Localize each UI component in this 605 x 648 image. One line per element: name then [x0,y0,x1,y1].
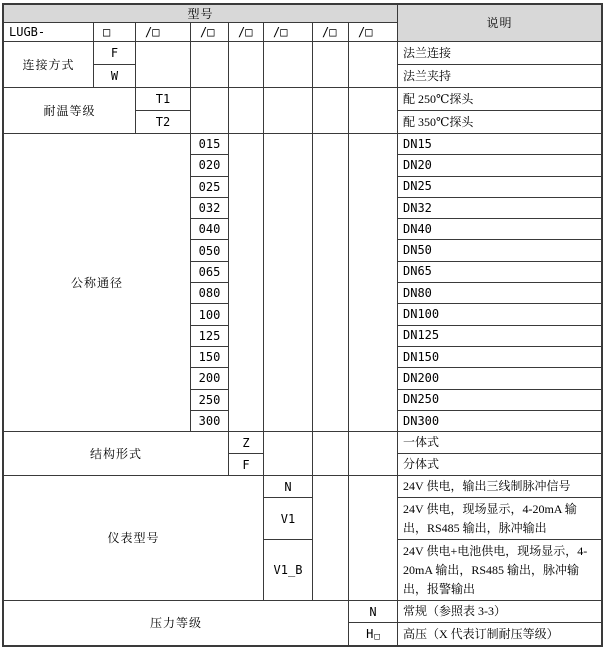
desc-temperature-t2: 配 350℃探头 [398,111,601,134]
code-instrument-v1: V1 [264,498,313,540]
desc-dn125: DN125 [398,326,601,347]
model-placeholder-5: /□ [264,23,313,42]
empty-cell [313,88,349,134]
desc-pressure-n: 常规（参照表 3-3） [398,601,601,623]
empty-cell [349,432,398,476]
empty-cell [313,476,349,601]
code-dn20: 020 [191,155,229,176]
desc-dn80: DN80 [398,283,601,304]
code-structure-z: Z [229,432,264,454]
model-placeholder-2: /□ [136,23,191,42]
pressure-h-code: H [366,627,374,642]
code-connection-w: W [94,65,136,88]
code-pressure-h [349,623,398,645]
code-dn125: 125 [191,326,229,347]
desc-dn25: DN25 [398,177,601,198]
code-dn65: 065 [191,262,229,283]
code-dn32: 032 [191,198,229,219]
code-dn150: 150 [191,347,229,368]
empty-cell [191,88,229,134]
band-label-connection: 连接方式 [4,42,94,88]
desc-pressure-h: 高压（X 代表订制耐压等级） [403,626,559,641]
desc-instrument-v1: 24V 供电，现场显示，4-20mA 输出，RS485 输出，脉冲输出 [398,498,601,540]
model-placeholder-6: /□ [313,23,349,42]
desc-dn20: DN20 [398,155,601,176]
empty-cell [349,42,398,88]
desc-dn50: DN50 [398,240,601,261]
band-label-instrument: 仪表型号 [4,476,264,601]
code-dn300: 300 [191,411,229,432]
empty-cell [313,134,349,432]
desc-dn300: DN300 [398,411,601,432]
model-placeholder-7: /□ [349,23,398,42]
code-structure-f: F [229,454,264,476]
band-label-structure: 结构形式 [4,432,229,476]
empty-cell [229,134,264,432]
empty-cell [229,88,264,134]
code-dn250: 250 [191,390,229,411]
empty-cell [349,88,398,134]
desc-dn65: DN65 [398,262,601,283]
empty-cell [229,42,264,88]
model-prefix: LUGB- [4,23,94,42]
desc-dn40: DN40 [398,219,601,240]
empty-cell [136,42,191,88]
code-dn40: 040 [191,219,229,240]
empty-cell [264,42,313,88]
code-pressure-n: N [349,601,398,623]
empty-cell [313,42,349,88]
model-selection-table [2,3,603,647]
band-label-diameter: 公称通径 [4,134,191,432]
header-desc-column: 说明 [398,5,601,42]
code-dn80: 080 [191,283,229,304]
pressure-h-placeholder-box: □ [374,632,380,643]
code-temperature-t1: T1 [136,88,191,111]
code-instrument-v1b: V1_B [264,540,313,601]
band-label-temperature: 耐温等级 [4,88,136,134]
model-placeholder-3: /□ [191,23,229,42]
code-instrument-n: N [264,476,313,498]
desc-instrument-n: 24V 供电，输出三线制脉冲信号 [398,476,601,498]
code-dn25: 025 [191,177,229,198]
desc-dn250: DN250 [398,390,601,411]
empty-cell [264,88,313,134]
band-label-pressure: 压力等级 [4,601,349,645]
empty-cell [191,42,229,88]
empty-cell [349,476,398,601]
desc-instrument-v1b: 24V 供电+电池供电，现场显示，4-20mA 输出，RS485 输出，脉冲输出，报警输出 [398,540,601,601]
model-placeholder-1: □ [94,23,136,42]
code-dn200: 200 [191,368,229,389]
desc-dn200: DN200 [398,368,601,389]
empty-cell [349,134,398,432]
empty-cell [264,432,313,476]
code-temperature-t2: T2 [136,111,191,134]
desc-temperature-t1: 配 250℃探头 [398,88,601,111]
desc-dn15: DN15 [398,134,601,155]
empty-cell [264,134,313,432]
code-dn100: 100 [191,304,229,325]
code-dn15: 015 [191,134,229,155]
desc-structure-f: 分体式 [398,454,601,476]
desc-dn100: DN100 [398,304,601,325]
model-placeholder-4: /□ [229,23,264,42]
desc-dn150: DN150 [398,347,601,368]
desc-connection-f: 法兰连接 [398,42,601,65]
empty-cell [313,432,349,476]
desc-dn32: DN32 [398,198,601,219]
desc-structure-z: 一体式 [398,432,601,454]
code-connection-f: F [94,42,136,65]
header-model-column: 型号 [4,5,398,23]
desc-connection-w: 法兰夹持 [398,65,601,88]
code-dn50: 050 [191,240,229,261]
